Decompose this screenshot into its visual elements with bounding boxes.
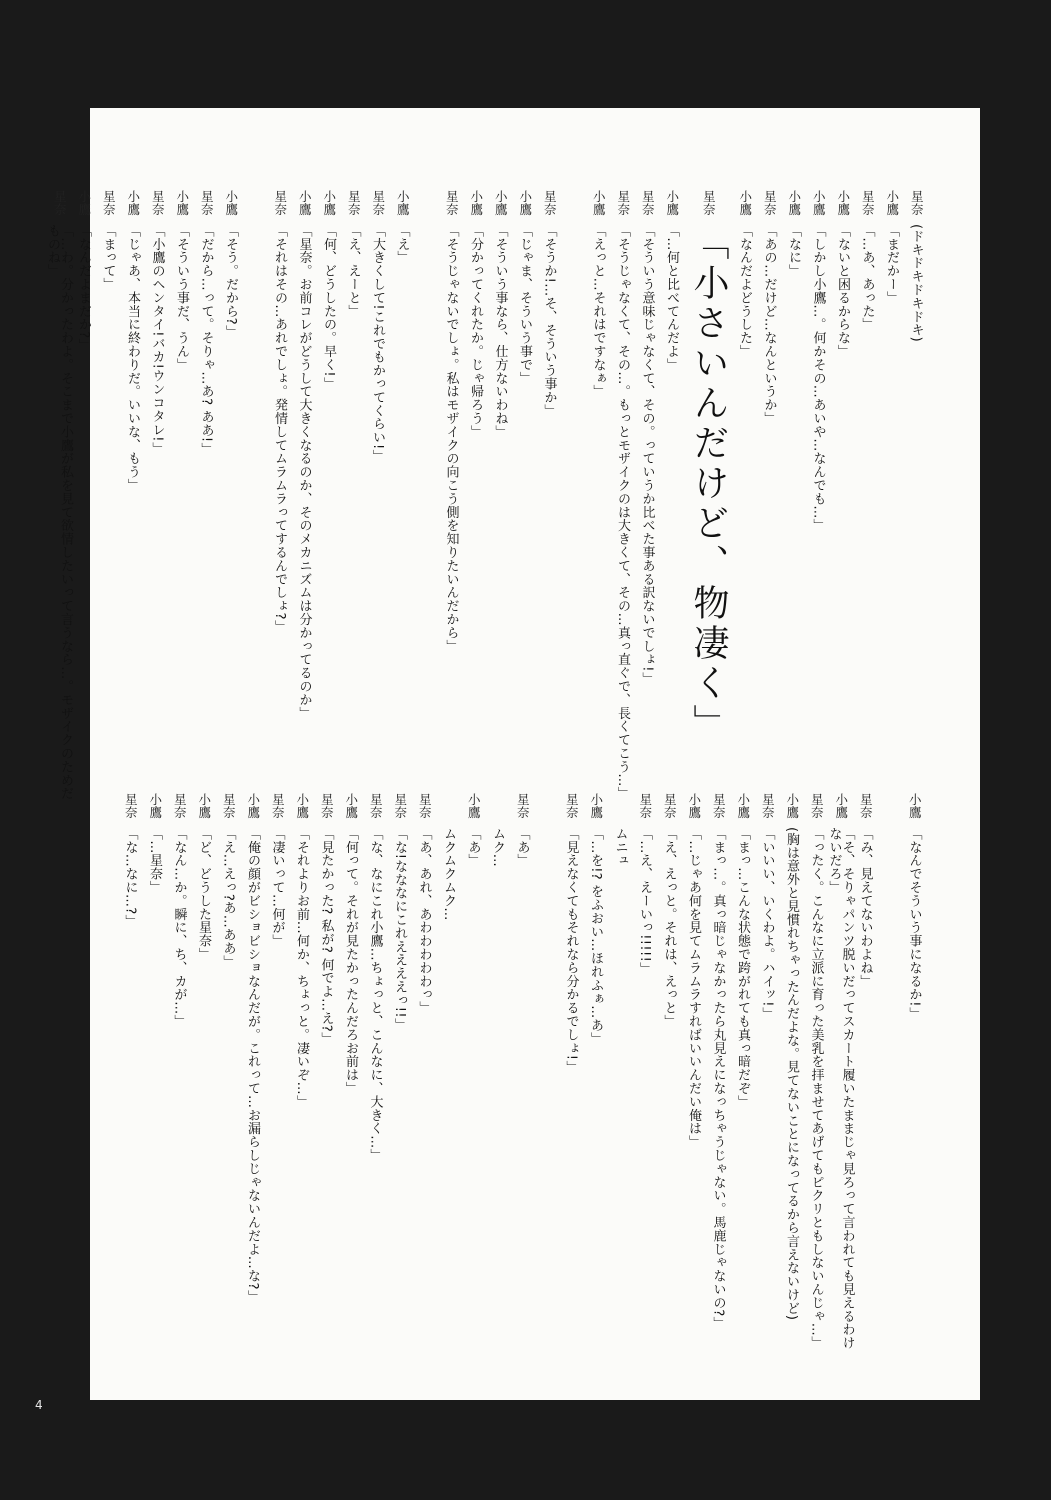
dialogue-line — [709, 793, 727, 1353]
dialogue-line — [565, 190, 583, 810]
dialogue-line — [246, 190, 264, 810]
speaker-name: 小鷹 — [735, 793, 751, 819]
speaker-name: 星奈 — [346, 190, 362, 216]
dialogue-text: 「そうか!…そ、そういう事か」 — [541, 224, 557, 418]
dialogue-text: 「あ、あれ、あわわわわわっ」 — [416, 827, 432, 1015]
dialogue-line — [636, 793, 654, 1353]
dialogue-line — [317, 793, 335, 1353]
dialogue-text: ムクムクムク… — [441, 827, 456, 921]
dialogue-text: 「なに」 — [786, 224, 801, 278]
dialogue-line — [195, 793, 213, 1353]
speaker-name: 小鷹 — [321, 190, 337, 216]
dialogue-line — [589, 190, 607, 810]
dialogue-text: ムニュ — [612, 827, 628, 868]
speaker-name: 小鷹 — [395, 190, 411, 216]
dialogue-line — [369, 190, 387, 810]
speaker-name: 小鷹 — [297, 190, 313, 216]
dialogue-text: 「そうじゃなくて、その…。もっとモザイクのは大きくて、その…真っ直ぐで、長くてこう…」 — [615, 224, 630, 801]
dialogue-text: 「ったく。こんなに立派に育った美乳を拝ませてあげてもピクリともしないんじゃ…」 — [808, 827, 824, 1350]
dialogue-line — [760, 190, 778, 810]
dialogue-text: 「小鷹のヘンタイ!バカ!ウンコタレ!」 — [149, 224, 165, 456]
dialogue-text: 「そ、そりゃパンツ脱いだってスカート履いたままじゃ見ろって言われても見えるわけないだろ」 — [826, 827, 855, 1350]
dialogue-text: 「見えなくてもそれなら分かるでしょ!」 — [563, 827, 579, 1074]
dialogue-text: 「…を!? をふおい…ほれふぁ…あ」 — [588, 827, 603, 1046]
dialogue-line — [685, 793, 703, 1353]
dialogue-line — [638, 190, 656, 810]
dialogue-line — [858, 190, 876, 810]
dialogue-text: 「なん…か。瞬に、ち、カが…」 — [171, 827, 187, 1028]
speaker-name: 星奈 — [701, 190, 717, 216]
speaker-name: 星奈 — [762, 190, 778, 216]
dialogue-line — [222, 190, 240, 810]
speaker-name: 星奈 — [515, 793, 531, 819]
speaker-name: 星奈 — [270, 793, 286, 819]
dialogue-text: (胸は意外と見慣れちゃったんだよな。見てないことになってるから言えないけど) — [784, 827, 799, 1321]
dialogue-line — [293, 793, 311, 1353]
speaker-name: 小鷹 — [907, 793, 923, 819]
dialogue-text: 「…わ。分かったわよ。そこまで小鷹が私を見て欲情したいって言うなら…。モザイクのためだものね」 — [45, 224, 73, 801]
speaker-name: 小鷹 — [811, 190, 827, 216]
dialogue-line — [881, 793, 899, 1353]
dialogue-line — [467, 190, 485, 810]
dialogue-text: 「そう。だから?」 — [223, 224, 238, 339]
dialogue-line — [442, 190, 460, 810]
dialogue-text: 「え、えーと」 — [345, 224, 361, 318]
dialogue-line — [611, 793, 629, 1353]
speaker-name: 小鷹 — [835, 190, 851, 216]
speaker-name: 小鷹 — [686, 793, 702, 819]
speaker-name: 小鷹 — [174, 190, 190, 216]
dialogue-line — [170, 793, 188, 1353]
manuscript-page — [45, 108, 980, 1400]
dialogue-text: 「な…なに…?」 — [122, 827, 138, 929]
dialogue-text: 「ど、どうした星奈」 — [196, 827, 211, 961]
dialogue-text: 「まって」 — [100, 224, 116, 291]
dialogue-text: 「…何と比べてんだよ」 — [664, 224, 679, 372]
speaker-name: 星奈 — [542, 190, 558, 216]
dialogue-line — [295, 190, 313, 810]
dialogue-text: 「み、見えてないわよね」 — [857, 827, 873, 988]
dialogue-text: 「だから…って。そりゃ…あ? ああ!」 — [198, 224, 214, 456]
dialogue-text: 「なんだよどうした」 — [737, 224, 752, 358]
dialogue-line — [440, 793, 458, 1353]
dialogue-text: 「小さいんだけど、物凄く」 — [688, 224, 729, 744]
dialogue-text: 「まだかー」 — [884, 224, 899, 305]
dialogue-text: 「見たかった? 私が? 何でよ…え?」 — [318, 827, 334, 1046]
speaker-name: 小鷹 — [147, 793, 163, 819]
dialogue-line — [660, 793, 678, 1353]
dialogue-line — [99, 190, 117, 810]
dialogue-line — [614, 190, 632, 810]
dialogue-text: 「…え、えーいっ!!!!!」 — [637, 827, 652, 976]
dialogue-line — [687, 190, 729, 810]
dialogue-line — [173, 190, 191, 810]
dialogue-line — [366, 793, 384, 1353]
speaker-name: 星奈 — [172, 793, 188, 819]
speaker-name: 小鷹 — [833, 793, 849, 819]
dialogue-text: 「なんだよまだか?」 — [76, 224, 91, 352]
dialogue-line — [146, 793, 164, 1353]
speaker-name: 小鷹 — [884, 190, 900, 216]
page-number: 4 — [35, 1398, 43, 1412]
dialogue-line — [807, 793, 825, 1353]
dialogue-line — [834, 190, 852, 810]
speaker-name: 星奈 — [319, 793, 335, 819]
dialogue-text: 「…あ、あった」 — [859, 224, 875, 332]
speaker-name: 小鷹 — [343, 793, 359, 819]
dialogue-line — [124, 190, 142, 810]
speaker-name: 星奈 — [858, 793, 874, 819]
dialogue-line — [540, 190, 558, 810]
speaker-name: 小鷹 — [784, 793, 800, 819]
speaker-name: 小鷹 — [468, 190, 484, 216]
dialogue-line — [905, 793, 923, 1353]
speaker-name: 星奈 — [199, 190, 215, 216]
dialogue-line — [219, 793, 237, 1353]
dialogue-line — [45, 190, 73, 810]
dialogue-line — [393, 190, 411, 810]
speaker-name: 星奈 — [662, 793, 678, 819]
dialogue-line — [538, 793, 556, 1353]
dialogue-line — [663, 190, 681, 810]
dialogue-line — [320, 190, 338, 810]
dialogue-line — [785, 190, 803, 810]
dialogue-text: 「星奈。お前コレがどうして大きくなるのか、そのメカニズムは分かってるのか」 — [296, 224, 312, 720]
dialogue-text: 「なんでそういう事になるか!」 — [906, 827, 922, 1021]
dialogue-text: 「しかし小鷹…。何かその…あいや…なんでも…」 — [810, 224, 826, 533]
speaker-name: 小鷹 — [76, 190, 92, 216]
dialogue-line — [783, 793, 801, 1353]
speaker-name: 星奈 — [272, 190, 288, 216]
speaker-name: 星奈 — [417, 793, 433, 819]
dialogue-block-bottom — [121, 793, 923, 1353]
speaker-name: 星奈 — [909, 190, 925, 216]
dialogue-line — [856, 793, 874, 1353]
dialogue-text: 「そういう事なら、仕方ないわね」 — [492, 224, 508, 439]
speaker-name: 星奈 — [637, 793, 653, 819]
dialogue-line — [513, 793, 531, 1353]
dialogue-line — [562, 793, 580, 1353]
dialogue-line — [587, 793, 605, 1353]
dialogue-text: 「そうじゃないでしょ。私はモザイクの向こう側を知りたいんだから」 — [443, 224, 459, 653]
speaker-name: 星奈 — [711, 793, 727, 819]
speaker-name: 星奈 — [444, 190, 460, 216]
speaker-name: 星奈 — [392, 793, 408, 819]
dialogue-text: ムク… — [490, 827, 505, 868]
dialogue-text: 「…星奈」 — [147, 827, 162, 894]
dialogue-line — [75, 190, 93, 810]
dialogue-line — [268, 793, 286, 1353]
dialogue-text: 「あ」 — [514, 827, 530, 868]
speaker-name: 星奈 — [760, 793, 776, 819]
dialogue-text: 「大きくして!これでもかってくらい!」 — [370, 224, 385, 464]
speaker-name: 星奈 — [368, 793, 384, 819]
speaker-name: 星奈 — [615, 190, 631, 216]
dialogue-text: 「それはその…あれでしょ。発情してムラムラってするんでしょ?」 — [272, 224, 287, 634]
speaker-name: 星奈 — [150, 190, 166, 216]
dialogue-text: 「まっ…こんな状態で跨がれても真っ暗だぞ」 — [735, 827, 750, 1109]
speaker-name: 星奈 — [123, 793, 139, 819]
speaker-name: 小鷹 — [125, 190, 141, 216]
speaker-name: 小鷹 — [591, 190, 607, 216]
dialogue-text: 「えっと…それはですなぁ」 — [590, 224, 606, 399]
dialogue-text: 「な、なにこれ小鷹…ちょっと、こんなに、大きく…」 — [367, 827, 383, 1162]
dialogue-line — [491, 190, 509, 810]
dialogue-line — [489, 793, 507, 1353]
dialogue-text: 「それよりお前…何か、ちょっと。凄いぞ…」 — [294, 827, 309, 1109]
dialogue-text: 「何、どうしたの。早く!」 — [321, 224, 336, 391]
dialogue-line — [758, 793, 776, 1353]
dialogue-text: 「何って。それが見たかったんだろお前は」 — [343, 827, 358, 1095]
dialogue-text: 「分かってくれたか。じゃ帰ろう」 — [468, 224, 483, 439]
speaker-name: 星奈 — [564, 793, 580, 819]
dialogue-line — [197, 190, 215, 810]
speaker-name: 小鷹 — [664, 190, 680, 216]
speaker-name: 星奈 — [52, 190, 68, 216]
dialogue-line — [809, 190, 827, 810]
dialogue-line — [734, 793, 752, 1353]
dialogue-line — [121, 793, 139, 1353]
speaker-name: 小鷹 — [493, 190, 509, 216]
dialogue-text: 「まっ…。真っ暗じゃなかったら丸見えになっちゃうじゃない。馬鹿じゃないの?」 — [710, 827, 726, 1331]
speaker-name: 小鷹 — [786, 190, 802, 216]
dialogue-text: 「あの…だけど…なんというか」 — [761, 224, 777, 425]
speaker-name: 小鷹 — [466, 793, 482, 819]
speaker-name: 小鷹 — [223, 190, 239, 216]
speaker-name: 小鷹 — [196, 793, 212, 819]
dialogue-line — [516, 190, 534, 810]
dialogue-line — [271, 190, 289, 810]
dialogue-text: 「そういう事だ、うん」 — [174, 224, 189, 372]
dialogue-text: 「え…えっ?あ…ああ」 — [220, 827, 236, 969]
speaker-name: 小鷹 — [588, 793, 604, 819]
dialogue-text: 「そういう意味じゃなくて、その。っていうか比べた事ある訳ないでしょ!」 — [639, 224, 655, 686]
speaker-name: 星奈 — [809, 793, 825, 819]
speaker-name: 小鷹 — [517, 190, 533, 216]
speaker-name: 小鷹 — [294, 793, 310, 819]
dialogue-line — [736, 190, 754, 810]
dialogue-line — [907, 190, 925, 810]
dialogue-text: 「あ」 — [465, 827, 481, 868]
speaker-name: 小鷹 — [737, 190, 753, 216]
dialogue-line — [244, 793, 262, 1353]
dialogue-text: 「じゃあ、本当に終わりだ。いいな、もう」 — [125, 224, 140, 492]
speaker-name: 星奈 — [370, 190, 386, 216]
dialogue-text: 「いいい、いくわよ。ハイッ!」 — [759, 827, 775, 1021]
dialogue-line — [883, 190, 901, 810]
speaker-name: 星奈 — [221, 793, 237, 819]
speaker-name: 星奈 — [860, 190, 876, 216]
dialogue-text: 「俺の顔がビショビショなんだが。これって…お漏らしじゃないんだよ…な?」 — [245, 827, 260, 1304]
dialogue-text: (ドキドキドキドキ) — [908, 224, 924, 343]
dialogue-text: 「え、えっと。それは、えっと」 — [661, 827, 677, 1028]
dialogue-text: 「凄いって…何が」 — [269, 827, 285, 948]
dialogue-line — [826, 793, 855, 1353]
speaker-name: 星奈 — [101, 190, 117, 216]
dialogue-line — [342, 793, 360, 1353]
dialogue-line — [391, 793, 409, 1353]
speaker-name: 小鷹 — [245, 793, 261, 819]
dialogue-text: 「ないと困るからな」 — [835, 224, 850, 358]
dialogue-line — [344, 190, 362, 810]
dialogue-line — [415, 793, 433, 1353]
dialogue-line — [464, 793, 482, 1353]
dialogue-line — [148, 190, 166, 810]
dialogue-line — [418, 190, 436, 810]
dialogue-block-top — [45, 190, 925, 810]
dialogue-text: 「え」 — [394, 224, 410, 265]
speaker-name: 星奈 — [640, 190, 656, 216]
dialogue-text: 「…じゃあ何を見てムラムラすればいいんだい俺は」 — [686, 827, 701, 1149]
dialogue-text: 「じゃま、そういう事で」 — [517, 224, 532, 385]
dialogue-text: 「な!なななにこれええええっ!!」 — [392, 827, 407, 1032]
